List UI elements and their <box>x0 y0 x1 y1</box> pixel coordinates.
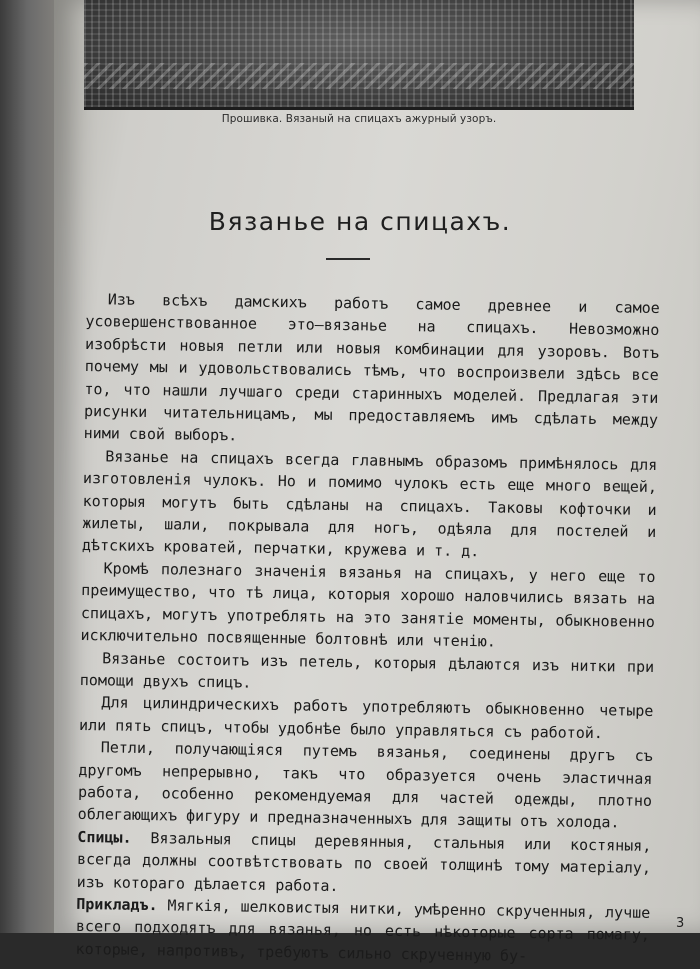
paragraph-text: Кромѣ полезнаго значенія вязанья на спицахъ, у него еще то преимущество, что тѣ лица, которыя хорошо наловчились вязать на спицахъ, могутъ употреблять на это занятіе моменты, обыкновенно исключительно посвященные болтовнѣ или чтенію. <box>80 559 656 651</box>
title-divider <box>326 258 370 260</box>
paragraph <box>84 288 660 454</box>
paragraph-text: Вязальныя спицы деревянныя, стальныя или костяныя, всегда должны соотвѣтствовать по своей толщинѣ тому матеріалу, изъ котораго дѣлается работа. <box>76 828 652 895</box>
paragraph-text: Вязанье состоитъ изъ петель, которыя дѣлаются изъ нитки при помощи двухъ спицъ. <box>79 648 655 692</box>
paragraph <box>82 445 658 566</box>
lace-border-band <box>84 63 634 89</box>
page-number: 3 <box>676 916 685 931</box>
illustration-caption: Прошивка. Вязаный на спицахъ ажурный узоръ. <box>221 113 497 125</box>
article-body <box>75 288 659 969</box>
paragraph-text: Для цилиндрическихъ работъ употребляютъ обыкновенно четыре или пять спицъ, чтобы удобнѣе было управляться съ работой. <box>78 693 654 742</box>
article-title: Вязанье на спицахъ. <box>208 207 512 236</box>
paragraph <box>78 736 653 835</box>
paragraph-text: Петли, получающіяся путемъ вязанья, соединены другъ съ другомъ непрерывно, такъ что образуется очень эластичная работа, особенно рекомендуемая для частей одежды, плотно облегающихъ фигуру и предназначенныхъ для защиты отъ холода. <box>77 738 653 832</box>
paragraph <box>80 557 655 656</box>
paragraph-text: Вязанье на спицахъ всегда главнымъ образомъ примѣнялось для изготовленія чулокъ. Но и помимо чулокъ есть еще много вещей, которыя могутъ быть сдѣланы на спицахъ. Таковы кофточки и жилеты, шали, покрывала для ногъ, одѣяла для постелей и дѣтскихъ кроватей, перчатки, кружева и т. д. <box>81 447 658 561</box>
paragraph-lead: Спицы. <box>77 827 132 847</box>
paragraph-lead: Прикладъ. <box>76 894 158 915</box>
lace-pattern-illustration <box>84 0 634 110</box>
paragraph-text: Мягкія, шелковистыя нитки, умѣренно скрученныя, лучше всего подходятъ для вязанья, но есть нѣкоторые сорта помагу, которые, напротивъ, требуютъ сильно скрученную бу- <box>75 896 651 965</box>
paragraph <box>76 826 651 902</box>
paragraph-text: Изъ всѣхъ дамскихъ работъ самое древнее и самое усовершенствованное это—вязанье на спицахъ. Невозможно изобрѣсти новыя петли или новыя комбинации для узоровъ. Вотъ почему мы и удовольствовались тѣмъ, что воспроизвели здѣсь все то, что нашли лучшаго среди старинныхъ моделей. Предлагая эти рисунки читательницамъ, мы предоставляемъ имъ сдѣлать между ними свой выборъ. <box>83 290 660 445</box>
paragraph <box>75 893 650 969</box>
